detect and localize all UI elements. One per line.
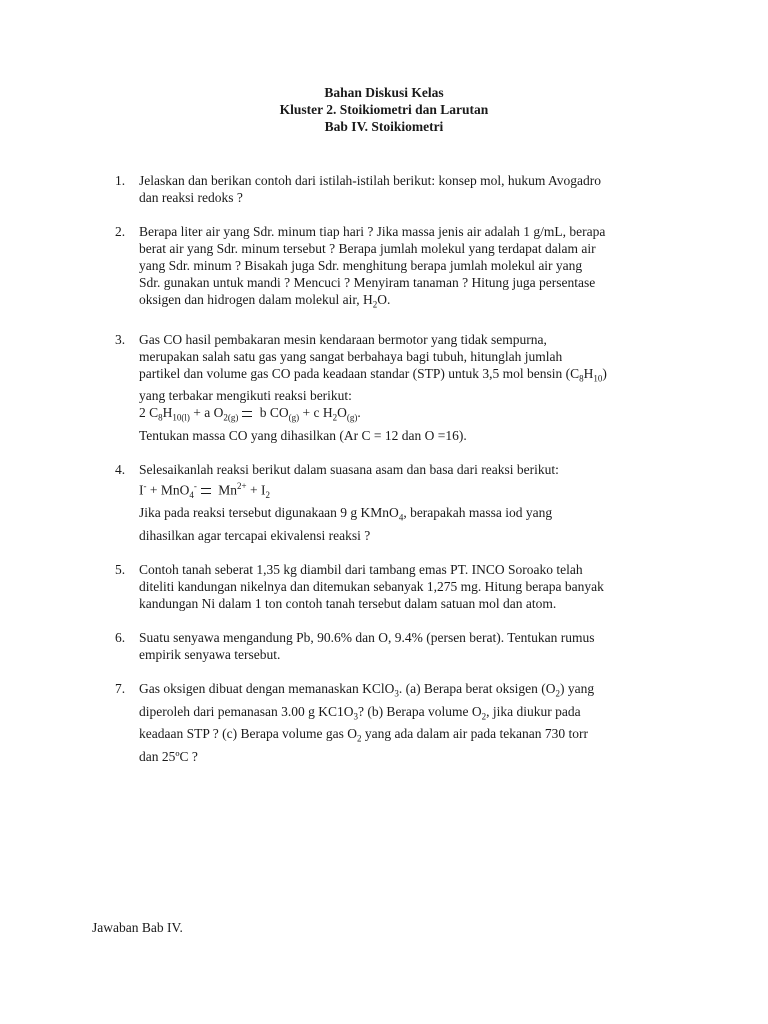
text-run: H xyxy=(162,405,173,421)
question-number: 4. xyxy=(115,462,126,478)
question-text: berat air yang Sdr. minum tersebut ? Berapa jumlah molekul yang terdapat dalam air xyxy=(139,241,596,256)
question-number: 6. xyxy=(115,629,126,645)
subscript: 3 xyxy=(353,711,358,722)
text-run: H xyxy=(583,365,594,381)
question-text: Jelaskan dan berikan contoh dari istilah-istilah berikut: konsep mol, hukum Avogadro xyxy=(139,173,602,188)
question-text: Contoh tanah seberat 1,35 kg diambil dari tambang emas PT. INCO Soroako telah xyxy=(139,561,583,577)
superscript: - xyxy=(193,481,197,492)
question-text xyxy=(139,703,685,726)
question-text: empirik senyawa tersebut. xyxy=(139,646,281,662)
question-number: 2. xyxy=(115,224,126,239)
text-run: ? (b) Berapa volume O xyxy=(357,703,482,719)
text-run: 2 C xyxy=(139,405,159,421)
question-text: yang Sdr. minum ? Bisakah juga Sdr. menghitung berapa jumlah molekul air yang xyxy=(139,258,583,273)
text-run: + I xyxy=(246,482,266,498)
superscript: 2+ xyxy=(237,481,247,492)
text-run: ) xyxy=(602,365,607,381)
question-number: 3. xyxy=(115,331,126,347)
question-text xyxy=(139,680,685,703)
text-run: + a O xyxy=(189,405,224,421)
subscript: 8 xyxy=(158,413,163,424)
subscript: (g) xyxy=(346,413,358,424)
subscript: 2 xyxy=(357,734,362,744)
text-run: . (a) Berapa berat oksigen (O xyxy=(398,680,556,696)
question-item xyxy=(115,461,685,544)
text-run: b CO xyxy=(256,405,289,421)
question-item xyxy=(115,172,685,206)
reaction-equation xyxy=(139,478,685,504)
text-run: Gas oksigen dibuat dengan memanaskan KClO xyxy=(139,680,395,696)
question-item xyxy=(115,331,685,444)
subscript: (g) xyxy=(288,413,300,424)
question-number: 1. xyxy=(115,173,126,188)
equilibrium-arrow-icon xyxy=(201,488,211,494)
subscript: 2 xyxy=(265,490,270,501)
document-header xyxy=(0,84,768,135)
text-run: , jika diukur pada xyxy=(486,703,581,719)
text-run: I xyxy=(139,482,144,498)
subscript: 4 xyxy=(189,490,194,501)
question-text: dihasilkan agar tercapai ekivalensi reaksi ? xyxy=(139,527,371,543)
header-line-2: Kluster 2. Stoikiometri dan Larutan xyxy=(279,102,489,117)
question-text: diteliti kandungan nikelnya dan ditemukan sebanyak 1,275 mg. Hitung berapa banyak xyxy=(139,578,604,594)
question-text: Sdr. gunakan untuk mandi ? Mencuci ? Menyiram tanaman ? Hitung juga persentase xyxy=(139,275,596,290)
question-text xyxy=(139,291,685,314)
question-list xyxy=(115,172,685,782)
text-run: + MnO xyxy=(146,482,190,498)
question-item xyxy=(115,680,685,765)
subscript: 2(g) xyxy=(223,413,239,424)
subscript: 10(l) xyxy=(172,413,190,424)
subscript: 4 xyxy=(398,512,404,523)
text-run: . xyxy=(357,405,361,421)
text-run: Mn xyxy=(214,482,238,498)
subscript: 2 xyxy=(372,299,378,310)
question-text xyxy=(139,725,685,748)
subscript: 10 xyxy=(593,373,603,384)
question-text: dan 25ºC ? xyxy=(139,749,198,764)
text-run: oksigen dan hidrogen dalam molekul air, H xyxy=(139,292,373,307)
text-run: diperoleh dari pemanasan 3.00 g KC1O xyxy=(139,703,354,719)
text-run: Jika pada reaksi tersebut digunakaan 9 g KMnO xyxy=(139,505,399,521)
question-text xyxy=(139,365,685,388)
question-text: Tentukan massa CO yang dihasilkan (Ar C = 12 dan O =16). xyxy=(139,428,467,444)
text-run: O xyxy=(337,405,347,421)
header-line-1: Bahan Diskusi Kelas xyxy=(324,85,444,100)
subscript: 8 xyxy=(579,373,584,384)
subscript: 2 xyxy=(332,413,338,424)
question-text: merupakan salah satu gas yang sangat berbahaya bagi tubuh, hitunglah jumlah xyxy=(139,348,563,364)
footer-answer-label: Jawaban Bab IV. xyxy=(92,920,183,935)
subscript: 2 xyxy=(555,688,561,699)
question-item xyxy=(115,629,685,663)
question-item xyxy=(115,223,685,314)
equilibrium-arrow-icon xyxy=(242,411,252,417)
question-number: 5. xyxy=(115,561,126,577)
subscript: 3 xyxy=(394,688,399,699)
question-item xyxy=(115,561,685,612)
text-run: O. xyxy=(377,292,391,307)
text-run: , berapakah massa iod yang xyxy=(403,505,553,521)
text-run: + c H xyxy=(299,405,333,421)
question-number: 7. xyxy=(115,680,126,696)
reaction-equation xyxy=(139,404,685,427)
question-text: Selesaikanlah reaksi berikut dalam suasana asam dan basa dari reaksi berikut: xyxy=(139,462,559,478)
subscript: 2 xyxy=(481,711,487,722)
question-text: dan reaksi redoks ? xyxy=(139,190,243,205)
question-text: kandungan Ni dalam 1 ton contoh tanah tersebut dalam satuan mol dan atom. xyxy=(139,595,557,611)
question-text: Suatu senyawa mengandung Pb, 90.6% dan O, 9.4% (persen berat). Tentukan rumus xyxy=(139,629,595,645)
superscript: - xyxy=(143,481,147,492)
question-text xyxy=(139,504,685,527)
text-run: partikel dan volume gas CO pada keadaan standar (STP) untuk 3,5 mol bensin (C xyxy=(139,365,580,381)
question-text: Gas CO hasil pembakaran mesin kendaraan bermotor yang tidak sempurna, xyxy=(139,331,547,347)
text-run: keadaan STP ? (c) Berapa volume gas O xyxy=(139,726,358,742)
header-line-3: Bab IV. Stoikiometri xyxy=(324,119,444,134)
text-run: yang ada dalam air pada tekanan 730 torr xyxy=(361,726,588,742)
text-run: ) yang xyxy=(560,680,595,696)
question-text: yang terbakar mengikuti reaksi berikut: xyxy=(139,388,352,404)
question-text: Berapa liter air yang Sdr. minum tiap hari ? Jika massa jenis air adalah 1 g/mL, berapa xyxy=(139,224,606,239)
